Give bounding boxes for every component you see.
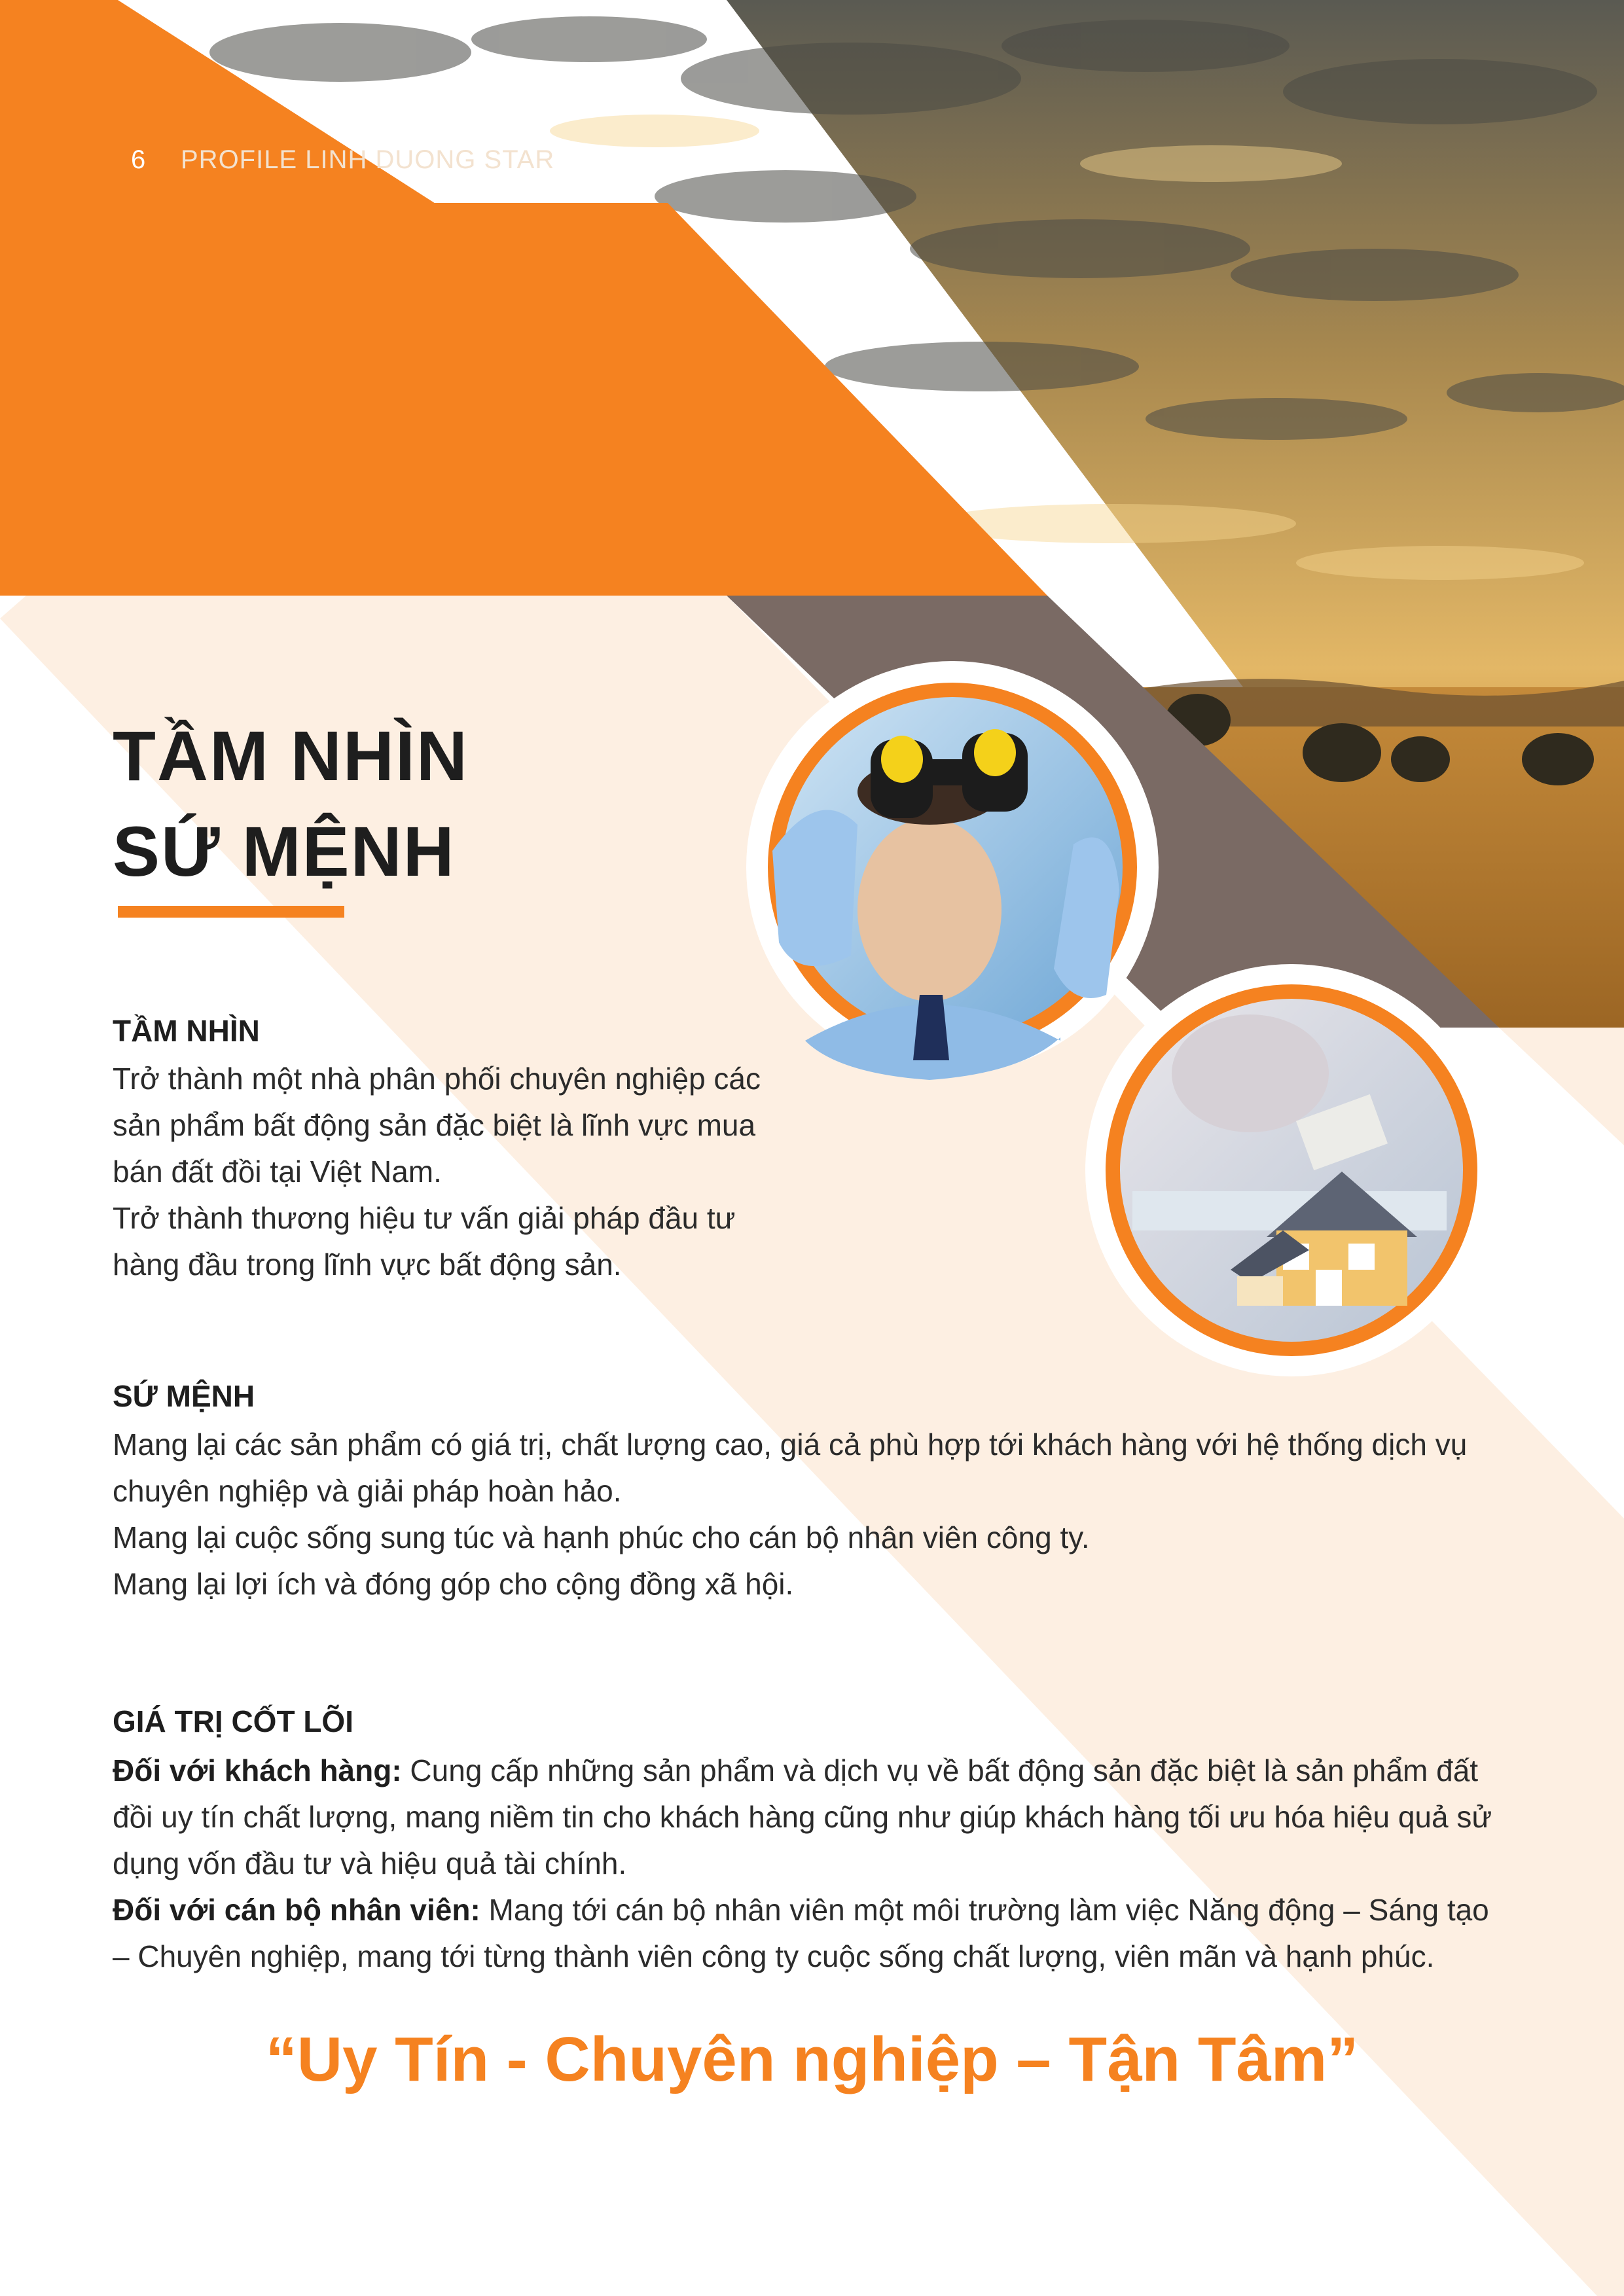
page-title-line-2: SỨ MỆNH bbox=[113, 812, 456, 891]
page-title bbox=[113, 708, 469, 899]
page-title-line-1: TẦM NHÌN bbox=[113, 716, 469, 795]
vision-body bbox=[113, 1056, 780, 1288]
mission-paragraph: Mang lại cuộc sống sung túc và hạnh phúc cho cán bộ nhân viên công ty. bbox=[113, 1520, 1090, 1554]
core-value-customers-text: Cung cấp những sản phẩm và dịch vụ về bất động sản đặc biệt là sản phẩm đất đồi uy tín chất lượng, mang niềm tin cho khách hàng cũng như giúp khách hàng tối ưu hóa hiệu quả sử dụng vốn đầu tư và hiệu quả tài chính. bbox=[113, 1753, 1492, 1880]
vision-paragraph: Trở thành một nhà phân phối chuyên nghiệp các sản phẩm bất động sản đặc biệt là lĩnh vực mua bán đất đồi tại Việt Nam. bbox=[113, 1062, 761, 1189]
core-value-staff-label: Đối với cán bộ nhân viên: bbox=[113, 1893, 480, 1927]
header-title: PROFILE LINH DUONG STAR bbox=[181, 145, 555, 174]
slogan: “Uy Tín - Chuyên nghiệp – Tận Tâm” bbox=[265, 2024, 1359, 2094]
vision-paragraph: Trở thành thương hiệu tư vấn giải pháp đầu tư hàng đầu trong lĩnh vực bất động sản. bbox=[113, 1201, 736, 1282]
core-value-customers bbox=[113, 1748, 1513, 1887]
mission-heading: SỨ MỆNH bbox=[113, 1379, 255, 1413]
mission-paragraph: Mang lại các sản phẩm có giá trị, chất lượng cao, giá cả phù hợp tới khách hàng với hệ thống dịch vụ chuyên nghiệp và giải pháp hoàn hảo. bbox=[113, 1427, 1468, 1508]
core-value-customers-label: Đối với khách hàng: bbox=[113, 1753, 402, 1787]
mission-body bbox=[113, 1422, 1513, 1607]
mission-paragraph: Mang lại lợi ích và đóng góp cho cộng đồng xã hội. bbox=[113, 1567, 794, 1601]
core-value-staff bbox=[113, 1887, 1513, 1980]
vision-heading: TẦM NHÌN bbox=[113, 1014, 260, 1048]
core-values-body bbox=[113, 1748, 1513, 1980]
core-value-staff-text: Mang tới cán bộ nhân viên một môi trường làm việc Năng động – Sáng tạo – Chuyên nghiệp, mang tới từng thành viên công ty cuộc sống chất lượng, viên mãn và hạnh phúc. bbox=[113, 1893, 1489, 1973]
title-underline bbox=[118, 906, 344, 918]
page-number: 6 bbox=[131, 145, 147, 174]
core-values-heading: GIÁ TRỊ CỐT LÕI bbox=[113, 1704, 353, 1738]
